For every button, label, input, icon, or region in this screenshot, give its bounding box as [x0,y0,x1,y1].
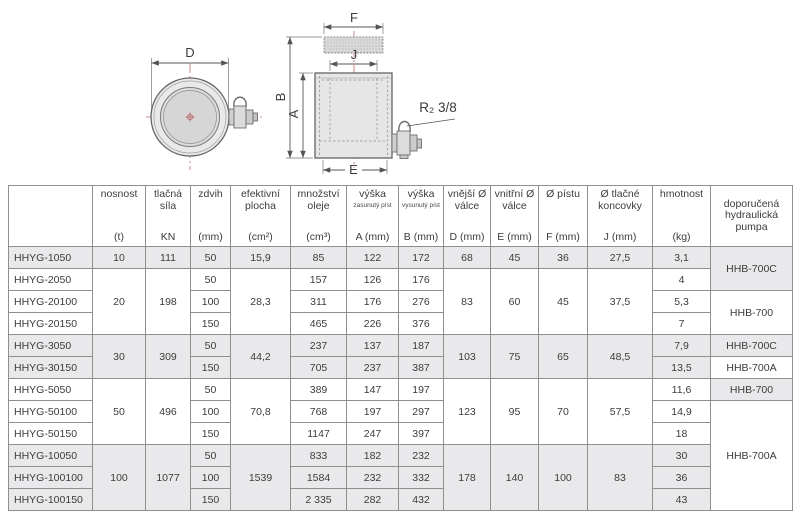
spec-cell: 100 [191,467,231,489]
header-row [9,186,793,247]
spec-cell: 57,5 [588,379,653,445]
spec-cell: 1147 [291,423,347,445]
spec-cell: 226 [347,313,399,335]
spec-cell: 122 [347,247,399,269]
spec-cell: 309 [146,335,191,379]
pump-cell: HHB-700 [711,379,793,401]
spec-cell: 100 [191,401,231,423]
port-callout [407,100,457,126]
dim-label-D: D [185,45,195,60]
spec-cell: 45 [491,247,539,269]
pump-cell: HHB-700A [711,357,793,379]
spec-cell: 176 [347,291,399,313]
spec-cell: 111 [146,247,191,269]
spec-cell: 332 [399,467,444,489]
column-header: Ø tlačné koncovky J (mm) [588,186,653,247]
spec-cell: 147 [347,379,399,401]
spec-cell: 465 [291,313,347,335]
cylinder-drawing-svg [0,0,800,185]
spec-cell: 4 [653,269,711,291]
spec-cell: 85 [291,247,347,269]
spec-cell: 397 [399,423,444,445]
model-cell: HHYG-20100 [9,291,93,313]
spec-cell: 103 [444,335,491,379]
spec-cell: 172 [399,247,444,269]
spec-cell: 140 [491,445,539,511]
spec-cell: 705 [291,357,347,379]
spec-cell: 10 [93,247,146,269]
spec-cell: 1077 [146,445,191,511]
coupler-fitting-side-view [392,122,422,159]
spec-cell: 100 [93,445,146,511]
spec-cell: 100 [191,291,231,313]
spec-cell: 182 [347,445,399,467]
spec-cell: 50 [191,445,231,467]
column-header: množství oleje (cm³) [291,186,347,247]
spec-cell: 50 [191,379,231,401]
spec-cell: 123 [444,379,491,445]
dim-label-E: E [349,162,358,177]
spec-cell: 48,5 [588,335,653,379]
spec-cell: 282 [347,489,399,511]
table-row [9,379,793,401]
column-header: efektivní plocha (cm²) [231,186,291,247]
spec-cell: 768 [291,401,347,423]
spec-cell: 50 [191,335,231,357]
top-view [146,45,264,170]
spec-cell: 28,3 [231,269,291,335]
dim-label-B: B [273,92,288,102]
spec-cell: 833 [291,445,347,467]
column-header [9,186,93,247]
spec-cell: 50 [191,269,231,291]
spec-cell: 37,5 [588,269,653,335]
model-cell: HHYG-2050 [9,269,93,291]
spec-cell: 11,6 [653,379,711,401]
pump-cell: HHB-700A [711,401,793,511]
spec-cell: 14,9 [653,401,711,423]
spec-cell: 237 [291,335,347,357]
spec-cell: 137 [347,335,399,357]
column-header: hmotnost (kg) [653,186,711,247]
model-cell: HHYG-3050 [9,335,93,357]
table-row [9,445,793,467]
spec-cell: 297 [399,401,444,423]
spec-cell: 150 [191,357,231,379]
spec-cell: 247 [347,423,399,445]
spec-cell: 44,2 [231,335,291,379]
spec-cell: 43 [653,489,711,511]
model-cell: HHYG-100100 [9,467,93,489]
dim-label-A: A [286,109,301,119]
spec-cell: 276 [399,291,444,313]
spec-cell: 36 [653,467,711,489]
model-cell: HHYG-1050 [9,247,93,269]
column-header: zdvih (mm) [191,186,231,247]
spec-cell: 68 [444,247,491,269]
table-row [9,335,793,357]
spec-cell: 232 [347,467,399,489]
table-row [9,247,793,269]
spec-cell: 197 [347,401,399,423]
model-cell: HHYG-100150 [9,489,93,511]
spec-cell: 387 [399,357,444,379]
dimension-E [323,160,387,177]
spec-cell: 232 [399,445,444,467]
spec-table-head [9,186,793,247]
spec-cell: 100 [539,445,588,511]
spec-cell: 30 [93,335,146,379]
dim-label-J: J [350,47,358,62]
spec-cell: 376 [399,313,444,335]
spec-cell: 83 [588,445,653,511]
column-header: Ø pístu F (mm) [539,186,588,247]
spec-cell: 60 [491,269,539,335]
spec-cell: 45 [539,269,588,335]
column-header: výška vysunutý píst B (mm) [399,186,444,247]
spec-cell: 7 [653,313,711,335]
spec-cell: 75 [491,335,539,379]
model-cell: HHYG-50150 [9,423,93,445]
spec-cell: 496 [146,379,191,445]
spec-cell: 27,5 [588,247,653,269]
spec-cell: 432 [399,489,444,511]
spec-cell: 150 [191,313,231,335]
spec-cell: 1539 [231,445,291,511]
table-row [9,269,793,291]
model-cell: HHYG-10050 [9,445,93,467]
spec-table-body [9,247,793,511]
column-header: tlačná síla KN [146,186,191,247]
spec-cell: 50 [93,379,146,445]
spec-cell: 20 [93,269,146,335]
spec-cell: 311 [291,291,347,313]
model-cell: HHYG-50100 [9,401,93,423]
spec-cell: 389 [291,379,347,401]
spec-cell: 2 335 [291,489,347,511]
column-header: výška zasunutý píst A (mm) [347,186,399,247]
spec-table [8,185,793,511]
column-header: doporučená hydraulická pumpa [711,186,793,247]
spec-cell: 150 [191,489,231,511]
spec-cell: 50 [191,247,231,269]
technical-drawing [0,0,800,185]
pump-cell: HHB-700 [711,291,793,335]
spec-cell: 5,3 [653,291,711,313]
spec-cell: 150 [191,423,231,445]
spec-cell: 198 [146,269,191,335]
spec-cell: 70 [539,379,588,445]
pump-cell: HHB-700C [711,335,793,357]
spec-cell: 30 [653,445,711,467]
spec-cell: 178 [444,445,491,511]
spec-cell: 176 [399,269,444,291]
spec-cell: 237 [347,357,399,379]
spec-cell: 197 [399,379,444,401]
column-header: vnější Ø válce D (mm) [444,186,491,247]
spec-cell: 36 [539,247,588,269]
column-header: vnitřní Ø válce E (mm) [491,186,539,247]
spec-cell: 13,5 [653,357,711,379]
spec-cell: 126 [347,269,399,291]
dim-label-F: F [350,10,358,25]
model-cell: HHYG-5050 [9,379,93,401]
model-cell: HHYG-20150 [9,313,93,335]
coupler-fitting-top-view [229,97,258,128]
column-header: nosnost (t) [93,186,146,247]
spec-cell: 83 [444,269,491,335]
pump-cell: HHB-700C [711,247,793,291]
spec-cell: 70,8 [231,379,291,445]
cylinder-body [315,73,392,158]
port-thread-label: R₂ 3/8 [419,100,457,115]
dimension-F [324,10,383,34]
spec-cell: 187 [399,335,444,357]
model-cell: HHYG-30150 [9,357,93,379]
spec-cell: 65 [539,335,588,379]
spec-cell: 1584 [291,467,347,489]
spec-cell: 18 [653,423,711,445]
spec-cell: 157 [291,269,347,291]
spec-cell: 15,9 [231,247,291,269]
spec-cell: 3,1 [653,247,711,269]
spec-cell: 95 [491,379,539,445]
spec-cell: 7,9 [653,335,711,357]
side-view [273,10,457,177]
